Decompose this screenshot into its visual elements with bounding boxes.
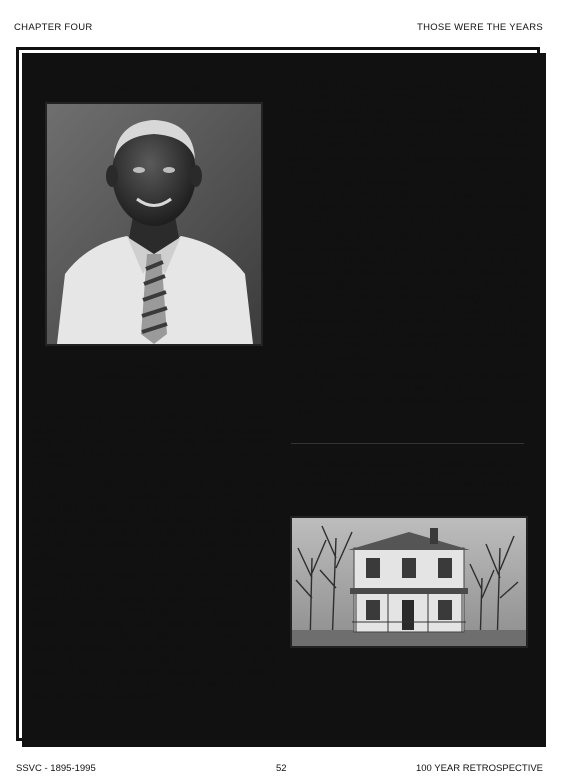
section-divider xyxy=(291,443,524,444)
body-paragraph: No story about Scotland would be complete without including Luke ("Lovie") Westcott. That nickname may have been given him by early students because of his favorite expressions, "do you love everybody?" xyxy=(32,412,276,473)
running-header-right: THOSE WERE THE YEARS xyxy=(416,22,543,33)
house-caption: Below: This little tenant house on the school property was known by many students as "Lovie's House." After retiring, he continued to live there until his death in 1943. It was also home for several staff members since then. xyxy=(296,459,521,499)
portrait-photo xyxy=(45,102,263,346)
article-title: A TRIBUTE TO "LOVIE"| xyxy=(93,82,215,94)
portrait-caption xyxy=(32,360,276,382)
caption-name: LUKE ("Lovie") WESTCOTT xyxy=(97,360,211,370)
body-paragraph: One evening in the early forties, the boys' octet was rehearsing in the Chapel for the state Forensic and Music League Contest. One of the numbers selected was the Negro Spiritual "All God's Chillin' Got Wings." To the octet, this song seemed never ending. Mr. Maclay brought Lovie to hear the boys sing. When he learned they complained about the length of the song, he told the group that on the plantation they knew one hundred verses. Lovie was born of slave parents in North Carolina. xyxy=(289,231,528,365)
house-photo xyxy=(290,516,528,648)
caption-role: Assistant Farmer -1911-1928 xyxy=(95,371,213,381)
page-number: 52 xyxy=(276,763,287,774)
body-paragraph: This kindly, loving gentleman, one of Scotland's fondest legends, passed away in 1943. He was one of the most unforgettable persons I have known. xyxy=(289,370,528,419)
right-column xyxy=(289,80,528,648)
footer-left: SSVC - 1895-1995 xyxy=(16,763,96,774)
body-paragraph: In his little garden "patch" along the road from his home to the farm, he grew vegetables for his use. The late Freda Frantz Deam, Class of 1914, told me Lovie would carry vegetables onto the campus for the "kids" he thought were not getting enough to eat. Jim Grimes, Class of 1901, often mused about Lovie being the self-appointed trainmaster at the village station. He announced train arrivals and departures and answered the telephone. When a telephone was first installed in the station, Jim said Lovie laughed heartily and was amused at hearing a voice come to him over that thin wire. xyxy=(289,80,528,226)
footer-right: 100 YEAR RETROSPECTIVE xyxy=(415,763,543,774)
body-paragraph: He was very popular with the students. Upon making an appearance on campus, he was quickly surrounded by a group of little children. They all were eager to hear him sing and tell stories. A few words of one song I remember him singing in his tenor voice, sometimes a little squeaky, was "git on board lil' children, git on board, there's room for manya more." The stories he repeated many times mattered not to his willing listeners. They always sounded new to them. Lovie was always cheerful and his laughter fascinating. xyxy=(32,569,276,703)
running-header-left: CHAPTER FOUR xyxy=(14,22,93,33)
left-column xyxy=(32,80,276,708)
body-paragraph: Lovie (some old timers called him "Lubby") was employed as an Assistant Farmer at the school from 1911-1928. He lived in the tenant house by the creek and continued to live there after retirement until his death in 1943. The title of his position was a polite term applied to all the tasks Lovie was asked to perform, some of them menial. xyxy=(32,478,276,564)
